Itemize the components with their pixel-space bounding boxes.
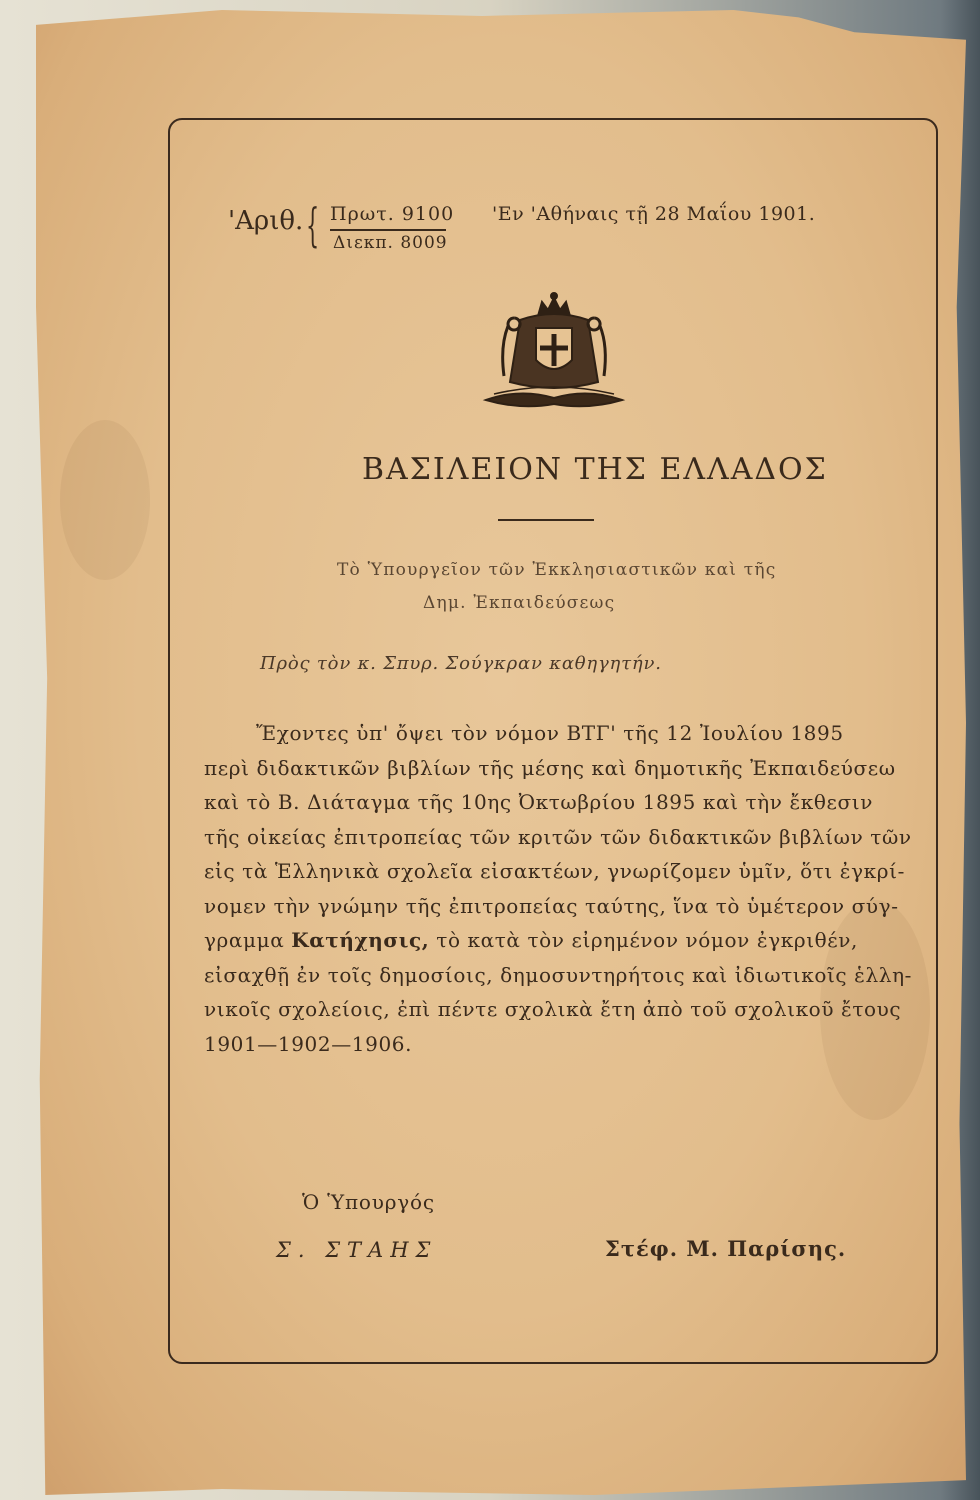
body-line: Ἔχοντες ὑπ' ὄψει τὸν νόμον ΒΤΓ' τῆς 12 Ἰουλίου 1895 [256,721,844,745]
body-paragraph [204,716,916,1061]
body-line: περὶ διδακτικῶν βιβλίων τῆς μέσης καὶ δημοτικῆς Ἐκπαιδεύσεω [204,755,896,780]
protocol-number: Πρωτ. 9100 [330,203,455,225]
place-date-line: 'Εν 'Αθήναις τῇ 28 Μαΐου 1901. [492,203,816,225]
reference-label: 'Αριθ. [228,206,304,236]
body-line: 1901—1902—1906. [204,1031,413,1056]
body-line: τῆς οἰκείας ἐπιτροπείας τῶν κριτῶν τῶν διδακτικῶν βιβλίων τῶν [204,824,912,849]
title-rule [498,519,594,521]
body-line: νομεν τὴν γνώμην τῆς ἐπιτροπείας ταύτης, ἵνα τὸ ὑμέτερον σύγ- [204,893,899,918]
royal-coat-of-arms-icon [480,290,628,420]
body-line: καὶ τὸ Β. Διάταγμα τῆς 10ης Ὀκτωβρίου 1895 καὶ τὴν ἔκθεσιν [204,790,873,814]
body-line: εἰσαχθῇ ἐν τοῖς δημοσίοις, δημοσυντηρήτοις καὶ ἰδιωτικοῖς ἑλλη- [204,962,913,987]
body-line: εἰς τὰ Ἑλληνικὰ σχολεῖα εἰσακτέων, γνωρίζομεν ὑμῖν, ὅτι ἐγκρί- [204,859,905,883]
paper-stain [60,420,150,580]
book-title: Κατήχησις, [291,928,430,952]
signature-left: Σ. ΣΤΑΗΣ [276,1238,438,1262]
body-text-segment: γραμμα [204,928,285,952]
reference-rule [330,229,446,231]
recipient-line: Πρὸς τὸν κ. Σπυρ. Σούγκραν καθηγητήν. [260,653,662,674]
ministry-line-1: Τὸ Ὑπουργεῖον τῶν Ἐκκλησιαστικῶν καὶ τῆς [337,560,777,580]
reference-brace: { [306,198,320,252]
body-line [204,923,916,958]
document-title: ΒΑΣΙΛΕΙΟΝ ΤΗΣ ΕΛΛΑΔΟΣ [362,452,828,487]
body-text-segment: τὸ κατὰ τὸν εἰρημένον νόμον ἐγκριθέν, [436,928,858,952]
dispatch-number: Διεκπ. 8009 [333,233,448,253]
ministry-line-2: Δημ. Ἐκπαιδεύσεως [423,593,616,613]
signature-right: Στέφ. Μ. Παρίσης. [605,1236,847,1261]
minister-label: Ὁ Ὑπουργός [302,1190,435,1214]
body-line: νικοῖς σχολείοις, ἐπὶ πέντε σχολικὰ ἔτη ἀπὸ τοῦ σχολικοῦ ἔτους [204,997,902,1021]
